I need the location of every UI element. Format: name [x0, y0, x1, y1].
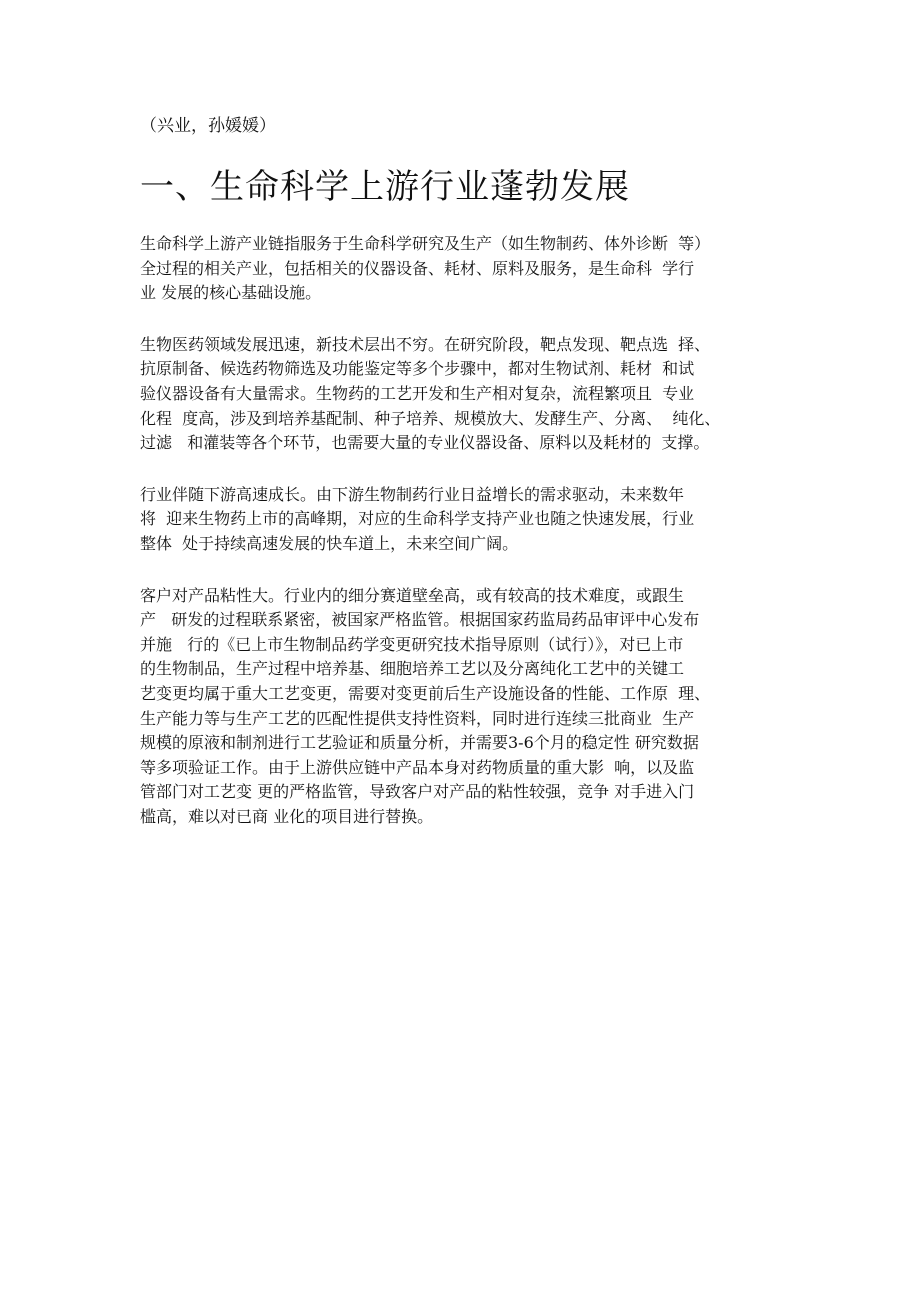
text-line: 规模的原液和制剂进行工艺验证和质量分析，并需要3-6个月的稳定性 研究数据 [140, 733, 699, 753]
text-line: 生产能力等与生产工艺的匹配性提供支持性资料，同时进行连续三批商业 生产 [140, 708, 695, 728]
paragraph-stickiness [140, 584, 800, 830]
text-line: 并施 行的《已上市生物制品药学变更研究技术指导原则（试行）》，对已上市 [140, 634, 684, 654]
text-line: 全过程的相关产业，包括相关的仪器设备、耗材、原料及服务，是生命科 学行 [140, 258, 695, 278]
text-line: 槛高，难以对已商 业化的项目进行替换。 [140, 806, 434, 826]
text-line: 行业伴随下游高速成长。由下游生物制药行业日益增长的需求驱动，未来数年 [140, 484, 685, 504]
text-line: 整体 处于持续高速发展的快车道上，未来空间广阔。 [140, 533, 519, 553]
text-line: 生命科学上游产业链指服务于生命科学研究及生产（如生物制药、体外诊断 等） [140, 234, 711, 253]
text-line: 的生物制品，生产过程中培养基、细胞培养工艺以及分离纯化工艺中的关键工 [140, 659, 685, 679]
text-line: 将 迎来生物药上市的高峰期，对应的生命科学支持产业也随之快速发展，行业 [140, 509, 695, 529]
text-line: 过滤 和灌装等各个环节，也需要大量的专业仪器设备、原料以及耗材的 支撑。 [140, 433, 710, 453]
author-byline: （兴业，孙媛媛） [140, 116, 276, 136]
paragraph-growth [140, 483, 800, 557]
text-line: 生物医药领域发展迅速，新技术层出不穷。在研究阶段，靶点发现、靶点选 择、 [140, 334, 711, 354]
paragraph-biomedicine [140, 333, 800, 456]
text-line: 客户对产品粘性大。行业内的细分赛道壁垒高，或有较高的技术难度，或跟生 [140, 585, 685, 605]
text-line: 化程 度高，涉及到培养基配制、种子培养、规模放大、发酵生产、分离、 纯化、 [140, 408, 721, 428]
text-line: 验仪器设备有大量需求。生物药的工艺开发和生产相对复杂，流程繁项且 专业 [140, 383, 695, 403]
text-line: 产 研发的过程联系紧密，被国家严格监管。根据国家药监局药品审评中心发布 [140, 610, 700, 630]
text-line: 抗原制备、候选药物筛选及功能鉴定等多个步骤中，都对生物试剂、耗材 和试 [140, 359, 695, 379]
section-heading: 一、生命科学上游行业蓬勃发展 [140, 167, 630, 207]
body-text [140, 232, 800, 856]
text-line: 业 发展的核心基础设施。 [140, 283, 322, 303]
paragraph-definition [140, 232, 800, 306]
text-line: 等多项验证工作。由于上游供应链中产品本身对药物质量的重大影 响，以及监 [140, 757, 695, 777]
text-line: 管部门对工艺变 更的严格监管，导致客户对产品的粘性较强，竞争 对手进入门 [140, 782, 695, 802]
text-line: 艺变更均属于重大工艺变更，需要对变更前后生产设施设备的性能、工作原 理、 [140, 683, 711, 703]
